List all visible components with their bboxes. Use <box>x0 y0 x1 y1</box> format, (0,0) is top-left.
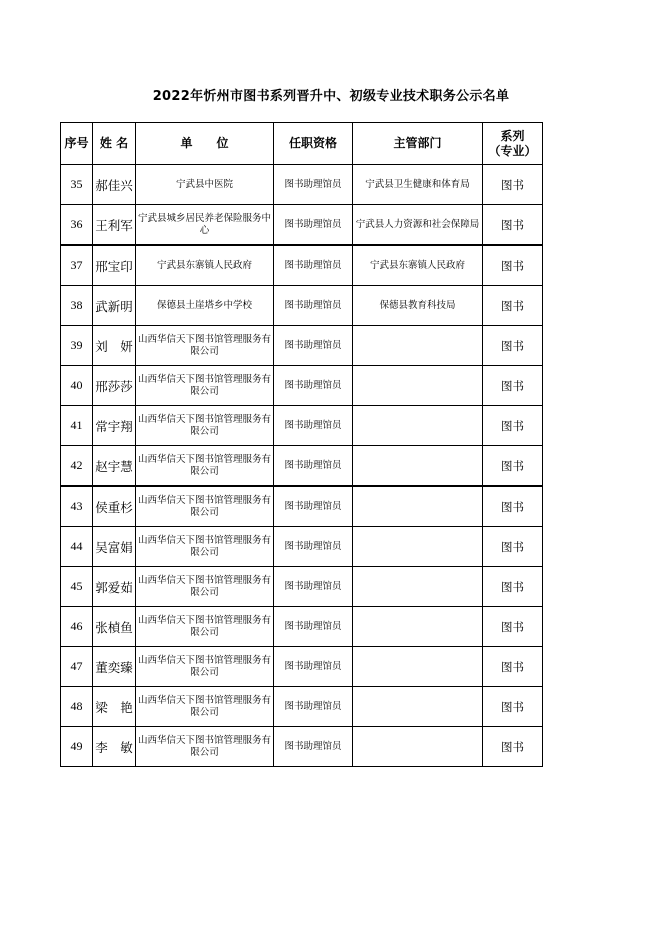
cell-unit: 宁武县城乡居民养老保险服务中心 <box>136 205 274 246</box>
cell-unit: 山西华信天下图书馆管理服务有限公司 <box>136 527 274 567</box>
cell-qualification: 图书助理馆员 <box>274 286 353 326</box>
cell-unit: 山西华信天下图书馆管理服务有限公司 <box>136 406 274 446</box>
cell-unit: 宁武县东寨镇人民政府 <box>136 245 274 286</box>
cell-name: 梁 艳 <box>93 687 136 727</box>
cell-seq: 45 <box>61 567 93 607</box>
cell-dept: 宁武县卫生健康和体育局 <box>353 165 483 205</box>
cell-name: 赵宇慧 <box>93 446 136 487</box>
cell-seq: 49 <box>61 727 93 767</box>
cell-dept: 保德县教育科技局 <box>353 286 483 326</box>
cell-name: 张楨鱼 <box>93 607 136 647</box>
cell-seq: 47 <box>61 647 93 687</box>
cell-series: 图书 <box>483 366 543 406</box>
table-row <box>61 527 543 567</box>
cell-seq: 48 <box>61 687 93 727</box>
cell-name: 郭爱茹 <box>93 567 136 607</box>
cell-seq: 41 <box>61 406 93 446</box>
cell-qualification: 图书助理馆员 <box>274 205 353 246</box>
header-series <box>483 123 543 165</box>
cell-qualification: 图书助理馆员 <box>274 527 353 567</box>
cell-seq: 42 <box>61 446 93 487</box>
table-row <box>61 647 543 687</box>
table-row <box>61 486 543 527</box>
header-seq: 序号 <box>61 123 93 165</box>
header-name: 姓 名 <box>93 123 136 165</box>
cell-series: 图书 <box>483 205 543 246</box>
cell-name: 邢宝印 <box>93 245 136 286</box>
cell-name: 王利军 <box>93 205 136 246</box>
cell-name: 刘 妍 <box>93 326 136 366</box>
cell-dept <box>353 446 483 487</box>
cell-name: 吴富娟 <box>93 527 136 567</box>
cell-unit: 保德县土崖塔乡中学校 <box>136 286 274 326</box>
cell-series: 图书 <box>483 727 543 767</box>
cell-dept <box>353 486 483 527</box>
cell-seq: 37 <box>61 245 93 286</box>
cell-qualification: 图书助理馆员 <box>274 165 353 205</box>
table-row <box>61 446 543 487</box>
cell-name: 董奕臻 <box>93 647 136 687</box>
cell-series: 图书 <box>483 446 543 487</box>
table-row <box>61 205 543 246</box>
cell-series: 图书 <box>483 607 543 647</box>
cell-dept: 宁武县东寨镇人民政府 <box>353 245 483 286</box>
roster-table <box>60 122 543 767</box>
cell-series: 图书 <box>483 406 543 446</box>
table-row <box>61 406 543 446</box>
cell-name: 邢莎莎 <box>93 366 136 406</box>
cell-name: 郝佳兴 <box>93 165 136 205</box>
cell-dept: 宁武县人力资源和社会保障局 <box>353 205 483 246</box>
cell-seq: 46 <box>61 607 93 647</box>
cell-unit: 山西华信天下图书馆管理服务有限公司 <box>136 567 274 607</box>
table-row <box>61 326 543 366</box>
cell-series: 图书 <box>483 647 543 687</box>
cell-unit: 山西华信天下图书馆管理服务有限公司 <box>136 486 274 527</box>
cell-dept <box>353 527 483 567</box>
cell-unit: 山西华信天下图书馆管理服务有限公司 <box>136 326 274 366</box>
cell-unit: 山西华信天下图书馆管理服务有限公司 <box>136 727 274 767</box>
document-title: 2022年忻州市图书系列晋升中、初级专业技术职务公示名单 <box>152 89 510 104</box>
header-dept: 主管部门 <box>353 123 483 165</box>
cell-unit: 宁武县中医院 <box>136 165 274 205</box>
cell-unit: 山西华信天下图书馆管理服务有限公司 <box>136 687 274 727</box>
cell-series: 图书 <box>483 326 543 366</box>
table-row <box>61 687 543 727</box>
header-series-line2: （专业） <box>488 143 537 158</box>
cell-seq: 40 <box>61 366 93 406</box>
cell-seq: 38 <box>61 286 93 326</box>
cell-series: 图书 <box>483 527 543 567</box>
cell-qualification: 图书助理馆员 <box>274 567 353 607</box>
cell-qualification: 图书助理馆员 <box>274 647 353 687</box>
cell-series: 图书 <box>483 687 543 727</box>
cell-name: 李 敏 <box>93 727 136 767</box>
header-row <box>61 123 543 165</box>
cell-qualification: 图书助理馆员 <box>274 607 353 647</box>
cell-name: 侯重杉 <box>93 486 136 527</box>
cell-unit: 山西华信天下图书馆管理服务有限公司 <box>136 607 274 647</box>
cell-qualification: 图书助理馆员 <box>274 446 353 487</box>
cell-seq: 35 <box>61 165 93 205</box>
cell-series: 图书 <box>483 567 543 607</box>
cell-dept <box>353 727 483 767</box>
cell-seq: 43 <box>61 486 93 527</box>
cell-seq: 36 <box>61 205 93 246</box>
table-row <box>61 727 543 767</box>
cell-qualification: 图书助理馆员 <box>274 727 353 767</box>
cell-dept <box>353 647 483 687</box>
cell-qualification: 图书助理馆员 <box>274 326 353 366</box>
table-row <box>61 286 543 326</box>
cell-qualification: 图书助理馆员 <box>274 245 353 286</box>
cell-unit: 山西华信天下图书馆管理服务有限公司 <box>136 647 274 687</box>
cell-dept <box>353 567 483 607</box>
cell-name: 武新明 <box>93 286 136 326</box>
cell-name: 常宇翔 <box>93 406 136 446</box>
cell-seq: 44 <box>61 527 93 567</box>
table-row <box>61 567 543 607</box>
cell-dept <box>353 607 483 647</box>
table-row <box>61 366 543 406</box>
cell-unit: 山西华信天下图书馆管理服务有限公司 <box>136 366 274 406</box>
cell-series: 图书 <box>483 245 543 286</box>
cell-series: 图书 <box>483 286 543 326</box>
cell-qualification: 图书助理馆员 <box>274 687 353 727</box>
table-row <box>61 245 543 286</box>
cell-dept <box>353 326 483 366</box>
cell-seq: 39 <box>61 326 93 366</box>
header-series-line1: 系列 <box>500 128 525 143</box>
cell-dept <box>353 366 483 406</box>
table-row <box>61 607 543 647</box>
header-qualification: 任职资格 <box>274 123 353 165</box>
cell-dept <box>353 687 483 727</box>
cell-unit: 山西华信天下图书馆管理服务有限公司 <box>136 446 274 487</box>
header-unit: 单 位 <box>136 123 274 165</box>
table-row <box>61 165 543 205</box>
cell-qualification: 图书助理馆员 <box>274 366 353 406</box>
cell-qualification: 图书助理馆员 <box>274 486 353 527</box>
cell-qualification: 图书助理馆员 <box>274 406 353 446</box>
cell-dept <box>353 406 483 446</box>
cell-series: 图书 <box>483 165 543 205</box>
cell-series: 图书 <box>483 486 543 527</box>
